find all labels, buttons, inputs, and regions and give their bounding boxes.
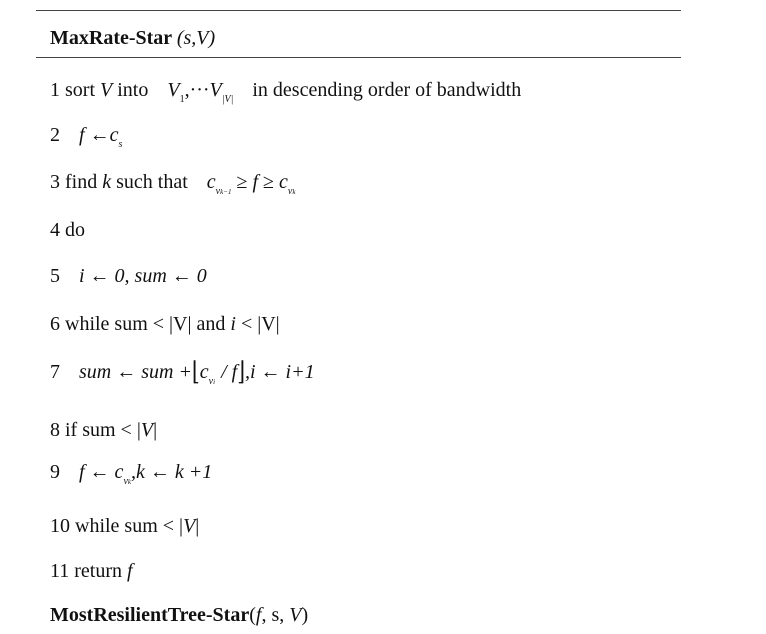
math-term: V: [167, 79, 180, 101]
math-subscript: s: [118, 139, 123, 150]
math-expression: ,k ← k +1: [131, 461, 213, 483]
line-text: |: [195, 515, 200, 537]
line-number: 7: [50, 361, 60, 383]
variable: V: [140, 419, 154, 441]
math-term: c: [206, 171, 216, 193]
variable: f: [127, 560, 133, 582]
line-number: 4: [50, 219, 60, 241]
param-f: f: [255, 604, 262, 626]
line-number: 8: [50, 419, 60, 441]
math-subscript: vk: [123, 476, 131, 487]
line-text: while sum < |V| and: [65, 313, 226, 335]
header-rule: [36, 57, 681, 58]
line-text: find: [65, 171, 98, 193]
line-text: in descending order of bandwidth: [252, 79, 522, 101]
math-term: f: [252, 171, 258, 193]
line-2: [50, 123, 122, 151]
line-1: [50, 78, 521, 106]
next-algorithm-name: MostResilientTree-Star: [50, 604, 250, 626]
math-subscript: vk: [287, 186, 296, 197]
floor-left-bracket: ⌊: [191, 357, 200, 387]
variable: i: [230, 313, 236, 335]
line-text: sort: [65, 79, 95, 101]
line-text: if sum < |: [65, 419, 141, 441]
line-number: 2: [50, 124, 60, 146]
floor-right-bracket: ⌋: [237, 357, 245, 387]
line-number: 9: [50, 461, 60, 483]
line-5: [50, 264, 207, 288]
variable: k: [102, 171, 112, 193]
line-number: 11: [50, 560, 70, 582]
math-expression: i ← 0, sum ← 0: [79, 265, 207, 287]
math-expression: ,i ← i+1: [245, 361, 315, 383]
math-term: V: [209, 79, 222, 101]
line-7: [50, 357, 315, 388]
math-expression: sum ← sum +: [79, 361, 192, 383]
line-text: do: [65, 219, 85, 241]
line-number: 1: [50, 79, 60, 101]
algorithm-params: (s,V): [176, 27, 216, 49]
math-operator: ≥: [263, 171, 274, 193]
line-11: [50, 559, 133, 583]
math-subscript: |V|: [221, 94, 234, 105]
line-8: [50, 418, 157, 442]
math-expression: f ← c: [79, 461, 124, 483]
line-number: 5: [50, 265, 60, 287]
math-operator: ←: [89, 124, 110, 146]
line-6: [50, 312, 280, 336]
math-subscript: vk−1: [215, 186, 232, 197]
math-term: f: [79, 124, 85, 146]
line-number: 3: [50, 171, 60, 193]
variable: V: [183, 515, 196, 537]
math-term: c: [199, 361, 209, 383]
params-paren: (: [249, 604, 256, 626]
line-text: such that: [116, 171, 188, 193]
variable: V: [100, 79, 113, 101]
line-number: 6: [50, 313, 60, 335]
math-operator: ≥: [236, 171, 248, 193]
line-4: [50, 218, 85, 242]
line-text: return: [74, 560, 123, 582]
next-algorithm-title: [50, 603, 308, 627]
math-dots: ,···: [184, 79, 210, 101]
math-term: c: [109, 124, 119, 146]
params-paren: ): [301, 604, 309, 626]
line-text: into: [117, 79, 149, 101]
param-V: V: [289, 604, 302, 626]
math-subscript: 1: [179, 94, 185, 105]
algorithm-name: MaxRate-Star: [50, 27, 172, 49]
line-text: < |V|: [240, 313, 280, 335]
math-subscript: vi: [208, 376, 216, 387]
math-term: c: [278, 171, 288, 193]
line-9: [50, 460, 212, 488]
line-3: [50, 170, 295, 198]
line-10: [50, 514, 199, 538]
params-text: , s,: [261, 604, 285, 626]
line-text: |: [153, 419, 158, 441]
line-number: 10: [50, 515, 70, 537]
top-rule: [36, 10, 681, 11]
algorithm-title: [50, 26, 215, 50]
math-term: / f: [221, 361, 238, 383]
line-text: while sum < |: [75, 515, 184, 537]
